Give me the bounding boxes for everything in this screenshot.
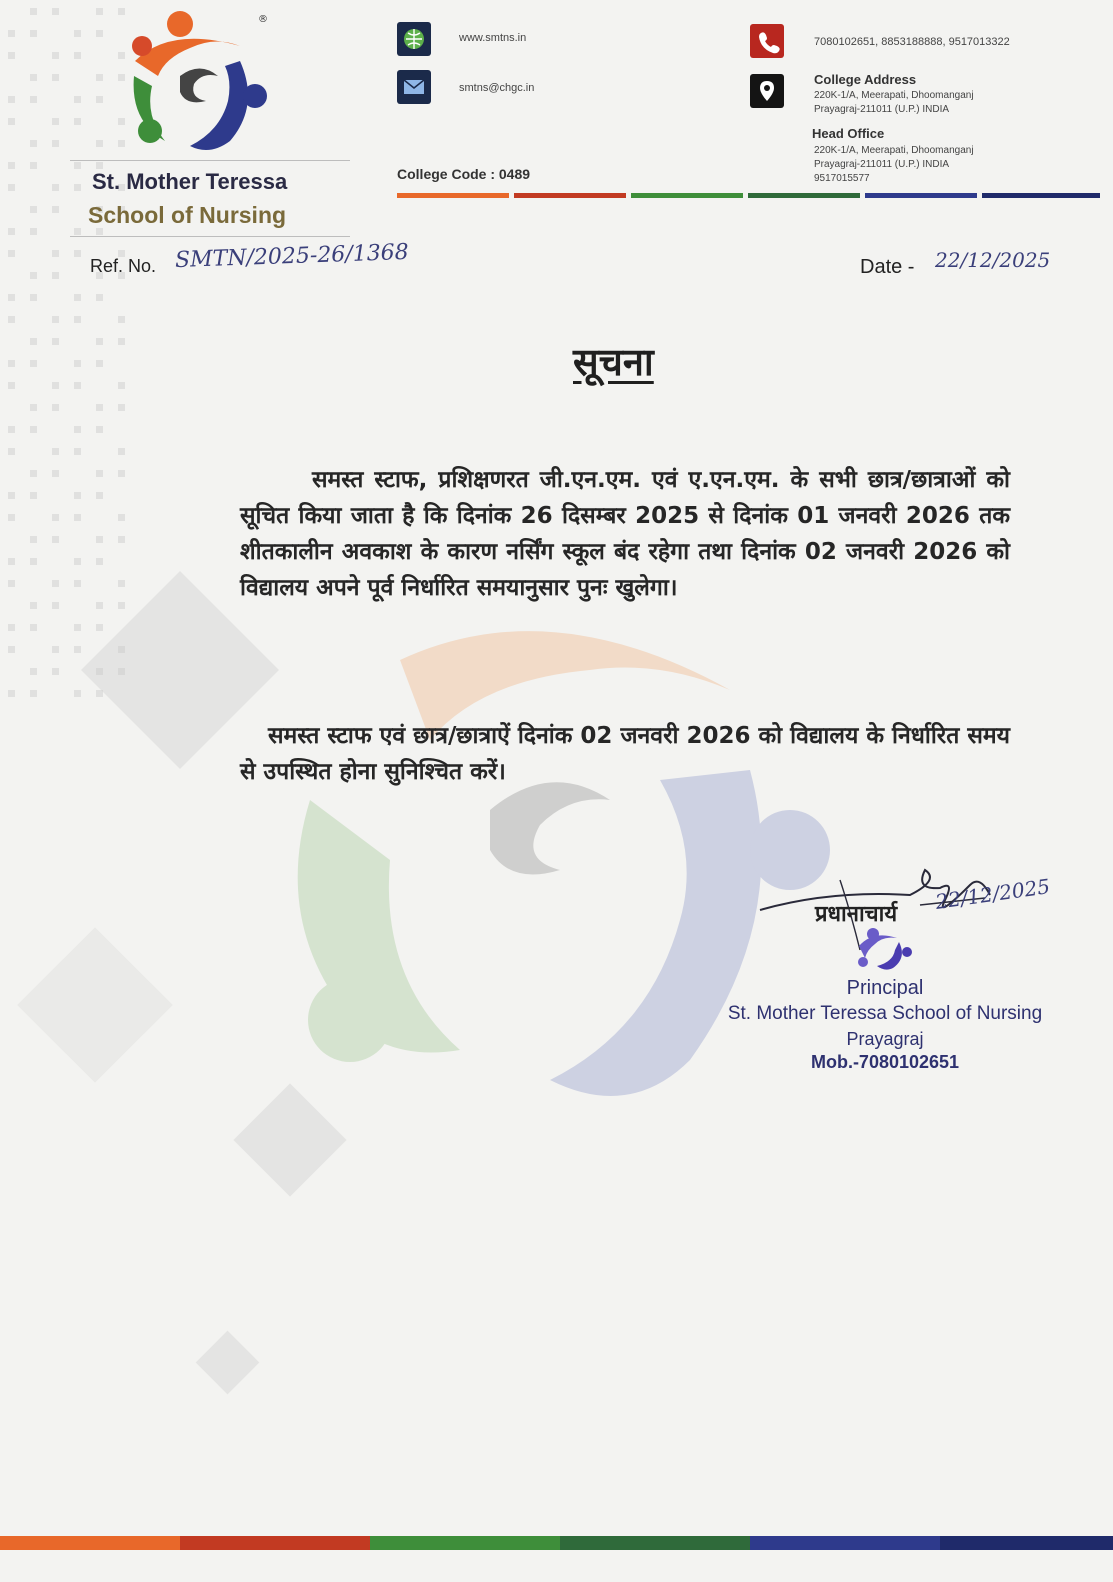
notice-paragraph-2: समस्त स्टाफ एवं छात्र/छात्राऐं दिनांक 02 जनवरी 2026 को विद्यालय के निर्धारित समय से उपस्थित होना सुनिश्चित करें। bbox=[240, 723, 1010, 785]
principal-designation: Principal bbox=[846, 977, 924, 999]
brand-color-bar bbox=[631, 193, 743, 198]
phone-icon bbox=[750, 24, 784, 58]
head-office-line: Prayagraj-211011 (U.P.) INDIA bbox=[814, 159, 950, 170]
brand-color-bar bbox=[397, 193, 509, 198]
date-label: Date - bbox=[860, 256, 915, 278]
footer-color-bar bbox=[560, 1536, 750, 1550]
date-value: 22/12/2025 bbox=[935, 248, 1051, 272]
registered-mark: ® bbox=[258, 14, 268, 25]
principal-city: Prayagraj bbox=[846, 1029, 924, 1049]
college-address-title: College Address bbox=[814, 72, 917, 87]
globe-icon bbox=[397, 22, 431, 56]
footer-color-bar bbox=[0, 1536, 180, 1550]
location-pin-icon bbox=[750, 74, 784, 108]
college-address-line: 220K-1/A, Meerapati, Dhoomanganj bbox=[814, 90, 974, 101]
stamp-logo-icon bbox=[853, 924, 915, 970]
background-diamond bbox=[17, 927, 173, 1083]
footer-color-bar bbox=[940, 1536, 1113, 1550]
phone-numbers: 7080102651, 8853188888, 9517013322 bbox=[814, 36, 1010, 48]
principal-mobile: Mob.-7080102651 bbox=[810, 1052, 960, 1072]
footer-color-bar bbox=[180, 1536, 370, 1550]
brand-color-bar bbox=[865, 193, 977, 198]
head-office-line: 220K-1/A, Meerapati, Dhoomanganj bbox=[814, 145, 974, 156]
brand-color-bar bbox=[748, 193, 860, 198]
background-diamond bbox=[196, 1331, 260, 1395]
mail-icon bbox=[397, 70, 431, 104]
footer-color-bar bbox=[370, 1536, 560, 1550]
head-office-phone: 9517015577 bbox=[814, 173, 870, 184]
principal-institution: St. Mother Teressa School of Nursing bbox=[727, 1003, 1043, 1024]
divider bbox=[70, 236, 350, 237]
college-code: College Code : 0489 bbox=[397, 166, 531, 182]
email-text: smtns@chgc.in bbox=[459, 82, 535, 94]
org-name-line2: School of Nursing bbox=[88, 202, 287, 228]
website-text: www.smtns.in bbox=[459, 32, 527, 44]
brand-color-bar bbox=[982, 193, 1100, 198]
signature-date: 22/12/2025 bbox=[933, 874, 1052, 914]
college-address-line: Prayagraj-211011 (U.P.) INDIA bbox=[814, 104, 950, 115]
school-logo bbox=[120, 6, 280, 156]
footer-color-bar bbox=[750, 1536, 940, 1550]
org-name-line1: St. Mother Teressa bbox=[92, 169, 288, 194]
divider bbox=[70, 160, 350, 161]
notice-paragraph-1: समस्त स्टाफ, प्रशिक्षणरत जी.एन.एम. एवं ए.एन.एम. के सभी छात्र/छात्राओं को सूचित किया जाता है कि दिनांक 26 दिसम्बर 2025 से दिनांक 01 जनवरी 2026 तक शीतकालीन अवकाश के कारण नर्सिंग स्कूल बंद रहेगा तथा दिनांक 02 जनवरी 2026 को विद्यालय अपने पूर्व निर्धारित समयानुसार पुनः खुलेगा। bbox=[240, 467, 1010, 601]
reference-label: Ref. No. bbox=[90, 256, 157, 276]
notice-title: सूचना bbox=[573, 340, 654, 384]
head-office-title: Head Office bbox=[812, 126, 885, 141]
brand-color-bar bbox=[514, 193, 626, 198]
principal-stamp-title: प्रधानाचार्य bbox=[815, 902, 898, 927]
reference-number: SMTN/2025-26/1368 bbox=[174, 239, 410, 274]
